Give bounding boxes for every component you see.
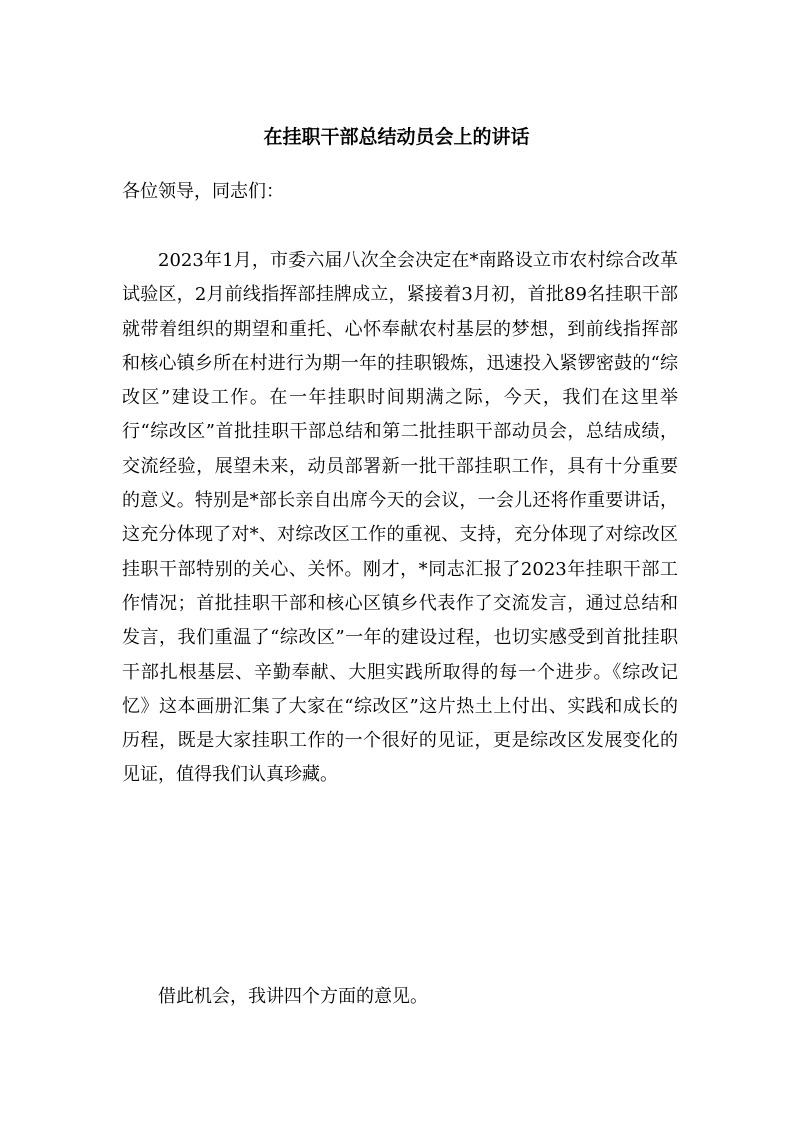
salutation: 各位领导，同志们： <box>122 181 284 202</box>
paragraph-opening: 2023年1月，市委六届八次全会决定在*南路设立市农村综合改革试验区，2月前线指挥部挂牌成立，紧接着3月初，首批89名挂职干部就带着组织的期望和重托、心怀奉献农村基层的梦想，到前线指挥部和核心镇乡所在村进行为期一年的挂职锻炼，迅速投入紧锣密鼓的“综改区”建设工作。在一年挂职时间期满之际，今天，我们在这里举行“综改区”首批挂职干部总结和第二批挂职干部动员会，总结成绩，交流经验，展望未来，动员部署新一批干部挂职工作，具有十分重要的意义。特别是*部长亲自出席今天的会议，一会儿还将作重要讲话，这充分体现了对*、对综改区工作的重视、支持，充分体现了对综改区挂职干部特别的关心、关怀。刚才，*同志汇报了2023年挂职干部工作情况；首批挂职干部和核心区镇乡代表作了交流发言，通过总结和发言，我们重温了“综改区”一年的建设过程，也切实感受到首批挂职干部扎根基层、辛勤奉献、大胆实践所取得的每一个进步。《综改记忆》这本画册汇集了大家在“综改区”这片热土上付出、实践和成长的历程，既是大家挂职工作的一个很好的见证，更是综改区发展变化的见证，值得我们认真珍藏。 <box>122 250 678 786</box>
document-title: 在挂职干部总结动员会上的讲话 <box>263 126 530 148</box>
paragraph-transition: 借此机会，我讲四个方面的意见。 <box>158 986 428 1007</box>
